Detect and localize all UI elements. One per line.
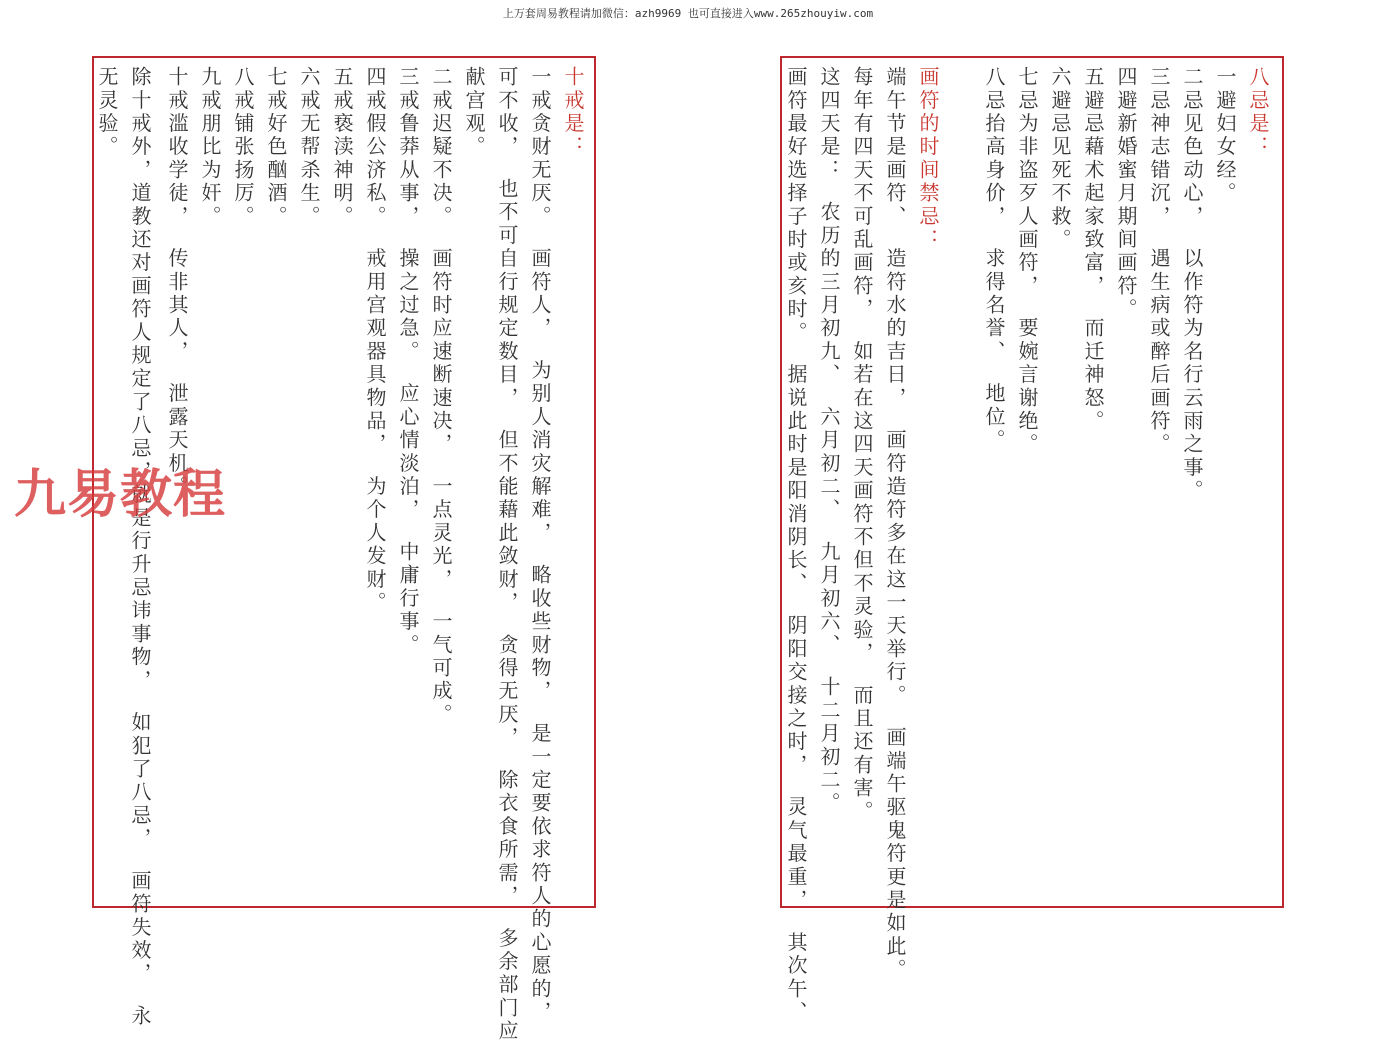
shijie-item-1-cont: 可不收， 也不可自行规定数目， 但不能藉此敛财， 贪得无厌， 除衣食所需， 多余部门应 xyxy=(495,66,519,1043)
shijie-item-2: 二戒迟疑不决。 画符时应速断速决， 一点灵光， 一气可成。 xyxy=(429,66,453,727)
baji-intro-end: 无灵验。 xyxy=(95,66,119,159)
time-text-4: 画符最好选择子时或亥时。 据说此时是阳消阴长、 阴阳交接之时， 灵气最重， 其次午、 xyxy=(784,66,808,1025)
baji-item-6: 六避忌见死不救。 xyxy=(1048,66,1072,252)
shijie-item-7: 七戒好色酗酒。 xyxy=(264,66,288,229)
baji-item-5: 五避忌藉术起家致富， 而迁神怒。 xyxy=(1081,66,1105,434)
shijie-item-10: 十戒滥收学徒， 传非其人， 泄露天机。 xyxy=(165,66,189,499)
baji-item-4: 四避新婚蜜月期间画符。 xyxy=(1114,66,1138,322)
top-banner: 上万套周易教程请加微信：azh9969 也可直接进入www.265zhouyiw.com xyxy=(502,7,874,20)
baji-item-2: 二忌见色动心， 以作符为名行云雨之事。 xyxy=(1180,66,1204,503)
time-taboo-heading: 画符的时间禁忌： xyxy=(916,66,940,252)
shijie-item-8: 八戒铺张扬厉。 xyxy=(231,66,255,229)
baji-item-7: 七忌为非盗歹人画符， 要婉言谢绝。 xyxy=(1015,66,1039,457)
time-text-3: 这四天是： 农历的三月初九、 六月初二、 九月初六、 十二月初二。 xyxy=(817,66,841,816)
time-text-2: 每年有四天不可乱画符， 如若在这四天画符不但不灵验， 而且还有害。 xyxy=(850,66,874,824)
baji-heading: 八忌是： xyxy=(1246,66,1270,159)
time-text-1: 端午节是画符、 造符水的吉日， 画符造符多在这一天举行。 画端午驱鬼符更是如此。 xyxy=(883,66,907,982)
shijie-item-1: 一戒贪财无厌。 画符人， 为别人消灾解难， 略收些财物， 是一定要依求符人的心愿的， xyxy=(528,66,552,1025)
shijie-item-4: 四戒假公济私。 戒用宫观器具物品， 为个人发财。 xyxy=(363,66,387,615)
shijie-item-5: 五戒亵渎神明。 xyxy=(330,66,354,229)
shijie-heading: 十戒是： xyxy=(561,66,585,159)
baji-item-8: 八忌抬高身价， 求得名誉、 地位。 xyxy=(982,66,1006,453)
shijie-item-6: 六戒无帮杀生。 xyxy=(297,66,321,229)
watermark-logo: 九易教程 xyxy=(14,465,227,525)
shijie-item-3: 三戒鲁莽从事， 操之过急。 应心情淡泊， 中庸行事。 xyxy=(396,66,420,657)
baji-intro-line: 除十戒外，道教还对画符人规定了八忌，就是行升忌讳事物， 如犯了八忌， 画符失效， 永 xyxy=(128,66,152,1029)
shijie-item-1-end: 献宫观。 xyxy=(462,66,486,159)
shijie-item-9: 九戒朋比为奸。 xyxy=(198,66,222,229)
baji-item-3: 三忌神志错沉， 遇生病或醉后画符。 xyxy=(1147,66,1171,457)
baji-item-1: 一避妇女经。 xyxy=(1213,66,1237,206)
